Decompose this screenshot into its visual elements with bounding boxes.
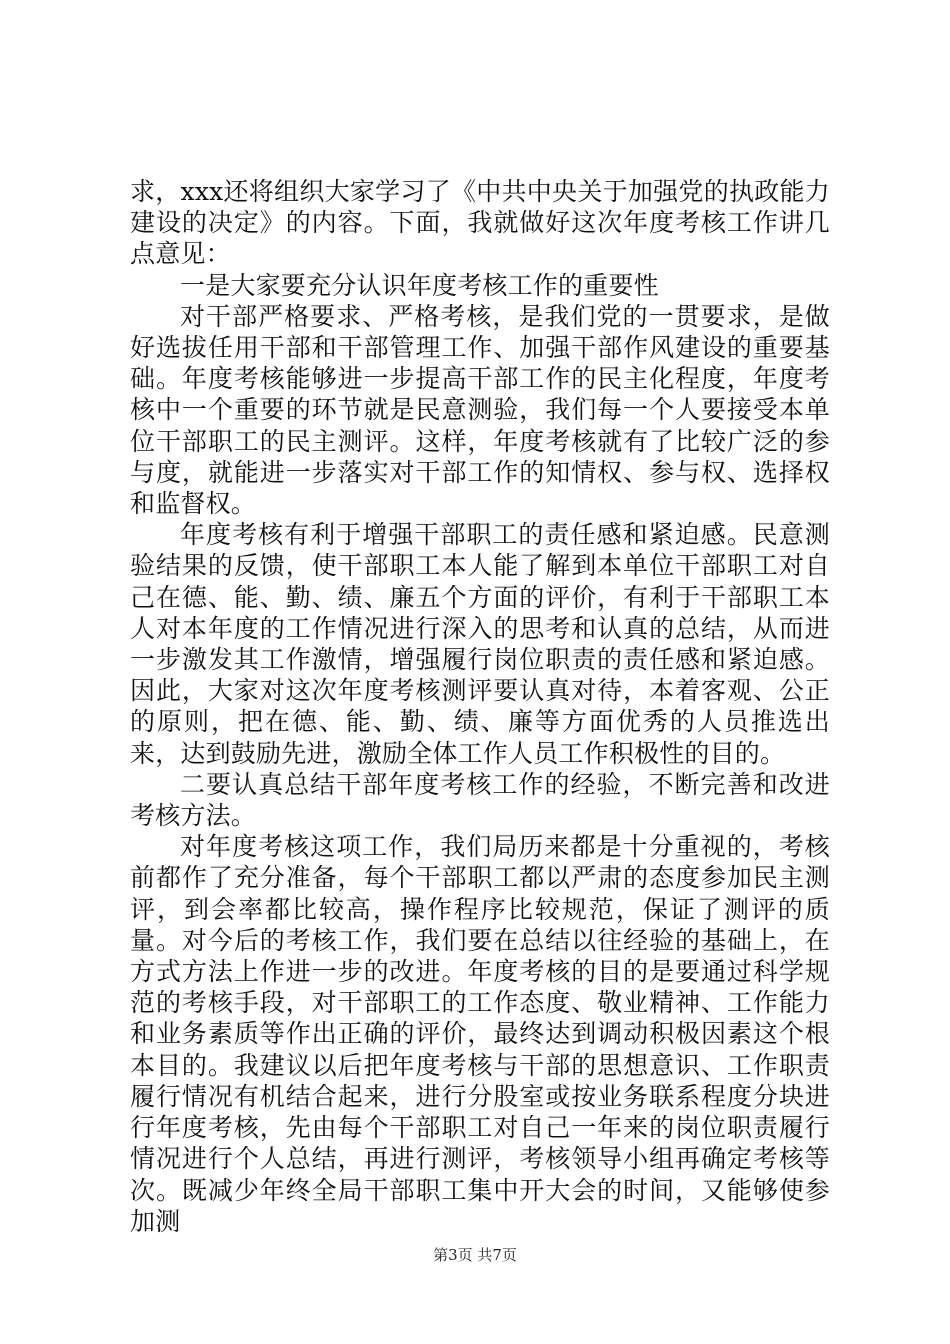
section-heading-two: 二要认真总结干部年度考核工作的经验，不断完善和改进考核方法。	[130, 769, 830, 831]
section-heading-one: 一是大家要充分认识年度考核工作的重要性	[180, 270, 659, 300]
document-body	[130, 176, 830, 1237]
paragraph-continuation: 求，xxx还将组织大家学习了《中共中央关于加强党的执政能力建设的决定》的内容。下面，我就做好这次年度考核工作讲几点意见：	[130, 177, 830, 269]
paragraph-responsibility: 年度考核有利于增强干部职工的责任感和紧迫感。民意测验结果的反馈，使干部职工本人能了解到本单位干部职工对自己在德、能、勤、绩、廉五个方面的评价，有利于干部职工本人对本年度的工作情况进行深入的思考和认真的总结，从而进一步激发其工作激情，增强履行岗位职责的责任感和紧迫感。因此，大家对这次年度考核测评要认真对待，本着客观、公正的原则，把在德、能、勤、绩、廉等方面优秀的人员推选出来，达到鼓励先进，激励全体工作人员工作积极性的目的。	[130, 520, 830, 768]
paragraph-improvement: 对年度考核这项工作，我们局历来都是十分重视的，考核前都作了充分准备，每个干部职工都以严肃的态度参加民主测评，到会率都比较高，操作程序比较规范，保证了测评的质量。对今后的考核工作，我们要在总结以往经验的基础上，在方式方法上作进一步的改进。年度考核的目的是要通过科学规范的考核手段，对干部职工的工作态度、敬业精神、工作能力和业务素质等作出正确的评价，最终达到调动积极因素这个根本目的。我建议以后把年度考核与干部的思想意识、工作职责履行情况有机结合起来，进行分股室或按业务联系程度分块进行年度考核，先由每个干部职工对自己一年来的岗位职责履行情况进行个人总结，再进行测评，考核领导小组再确定考核等次。既减少年终全局干部职工集中开大会的时间，又能够使参加测	[130, 832, 830, 1236]
paragraph-strict-assessment: 对干部严格要求、严格考核，是我们党的一贯要求，是做好选拔任用干部和干部管理工作、加强干部作风建设的重要基础。年度考核能够进一步提高干部工作的民主化程度，年度考核中一个重要的环节就是民意测验，我们每一个人要接受本单位干部职工的民主测评。这样，年度考核就有了比较广泛的参与度，就能进一步落实对干部工作的知情权、参与权、选择权和监督权。	[130, 301, 830, 519]
page-footer: 第3页 共7页	[433, 1246, 517, 1264]
